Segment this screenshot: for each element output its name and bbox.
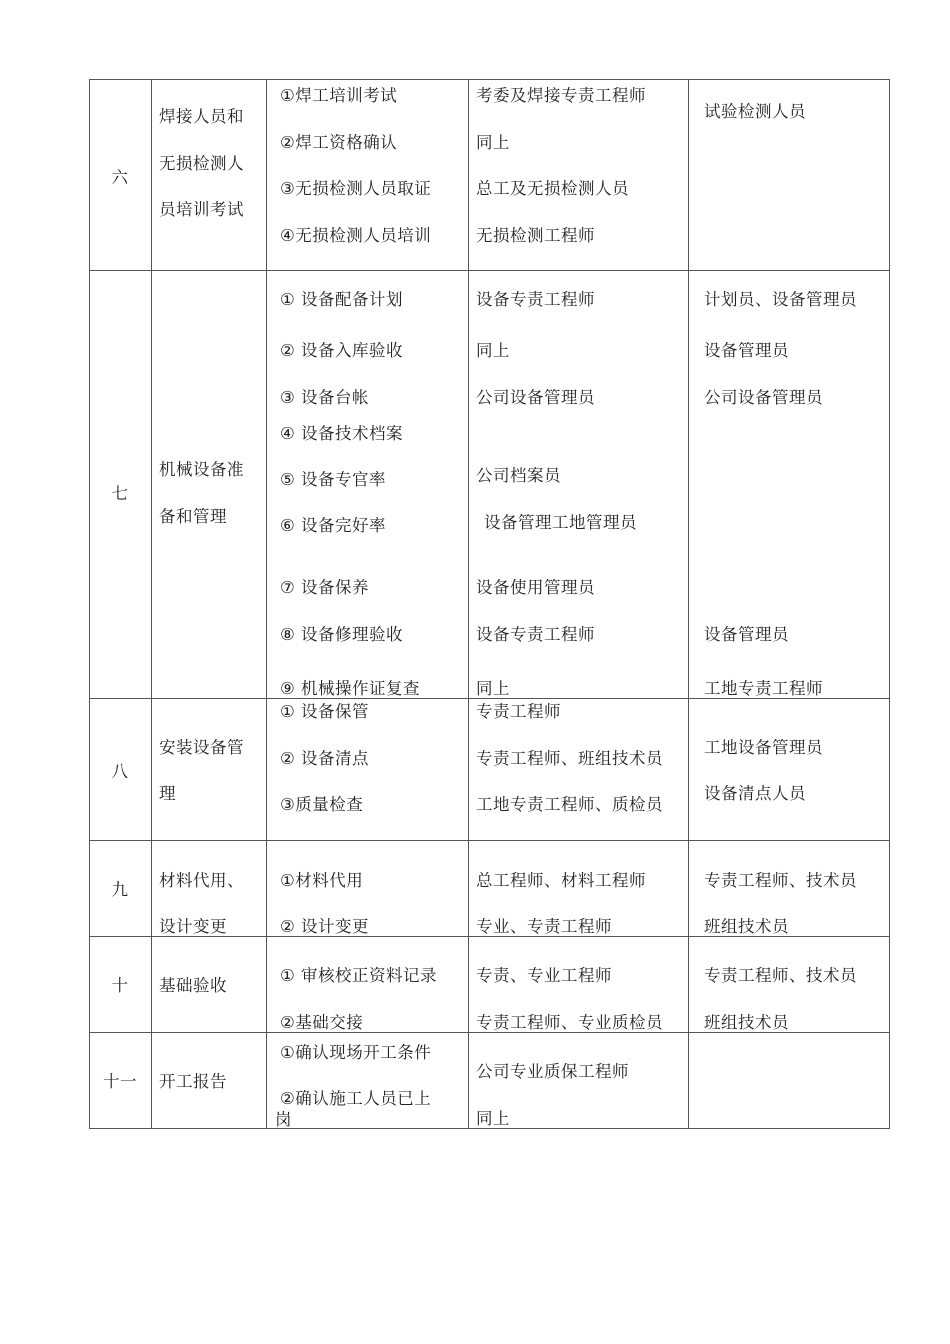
responsible-cell: 同上 xyxy=(476,1109,510,1128)
responsible-cell: 设备专责工程师 xyxy=(476,290,595,309)
responsible-cell: 考委及焊接专责工程师 xyxy=(476,86,646,105)
responsible-cell: 专责工程师、专业质检员 xyxy=(476,1013,663,1032)
row-title: 员培训考试 xyxy=(159,200,244,219)
responsible-cell: 总工程师、材料工程师 xyxy=(476,871,646,890)
row-number: 七 xyxy=(111,484,129,503)
row-number: 八 xyxy=(111,762,129,781)
responsible-cell: 总工及无损检测人员 xyxy=(476,179,629,198)
row-number: 十一 xyxy=(103,1072,137,1091)
row-title: 机械设备准 xyxy=(159,460,244,479)
participant-cell: 试验检测人员 xyxy=(704,102,806,121)
participant-cell: 设备管理员 xyxy=(704,341,789,360)
task-item: ② 设备清点 xyxy=(280,749,370,768)
participant-cell: 班组技术员 xyxy=(704,1013,789,1032)
task-item: ⑦ 设备保养 xyxy=(280,578,370,597)
row-divider xyxy=(89,840,890,841)
participant-cell: 计划员、设备管理员 xyxy=(704,290,857,309)
responsible-cell: 专责工程师 xyxy=(476,702,561,721)
participant-cell: 专责工程师、技术员 xyxy=(704,871,857,890)
responsible-cell: 公司档案员 xyxy=(476,466,561,485)
participant-cell: 设备管理员 xyxy=(704,625,789,644)
task-item: ⑤ 设备专官率 xyxy=(280,470,387,489)
task-item: ③ 设备台帐 xyxy=(280,388,370,407)
row-title: 焊接人员和 xyxy=(159,107,244,126)
responsible-cell: 同上 xyxy=(476,341,510,360)
responsible-cell: 专责、专业工程师 xyxy=(476,966,612,985)
participant-cell: 工地设备管理员 xyxy=(704,738,823,757)
row-number: 十 xyxy=(111,976,129,995)
responsible-cell: 设备管理工地管理员 xyxy=(484,513,637,532)
row-title: 开工报告 xyxy=(159,1072,227,1091)
responsible-cell: 同上 xyxy=(476,679,510,698)
column-divider xyxy=(468,79,469,1129)
task-item: ① 审核校正资料记录 xyxy=(280,966,438,985)
participant-cell: 设备清点人员 xyxy=(704,784,806,803)
task-item: ①焊工培训考试 xyxy=(280,86,398,105)
row-title: 理 xyxy=(159,784,176,803)
responsible-cell: 设备使用管理员 xyxy=(476,578,595,597)
task-item: ② 设计变更 xyxy=(280,917,370,936)
participant-cell: 公司设备管理员 xyxy=(704,388,823,407)
task-item: ① 设备配备计划 xyxy=(280,290,404,309)
row-title: 基础验收 xyxy=(159,976,227,995)
column-divider xyxy=(266,79,267,1129)
participant-cell: 工地专责工程师 xyxy=(704,679,823,698)
task-item: ④无损检测人员培训 xyxy=(280,226,432,245)
task-item: ③质量检查 xyxy=(280,795,364,814)
row-title: 备和管理 xyxy=(159,507,227,526)
task-item: ①材料代用 xyxy=(280,871,364,890)
task-item: ②焊工资格确认 xyxy=(280,133,398,152)
row-title: 材料代用、 xyxy=(159,871,244,890)
column-divider xyxy=(688,79,689,1129)
responsible-cell: 无损检测工程师 xyxy=(476,226,595,245)
row-number: 九 xyxy=(111,880,129,899)
responsible-cell: 公司专业质保工程师 xyxy=(476,1062,629,1081)
row-number: 六 xyxy=(111,168,129,187)
row-title: 设计变更 xyxy=(159,917,227,936)
column-divider xyxy=(889,79,890,1129)
responsible-cell: 专责工程师、班组技术员 xyxy=(476,749,663,768)
task-item: ② 设备入库验收 xyxy=(280,341,404,360)
task-item: ① 设备保管 xyxy=(280,702,370,721)
task-item: ①确认现场开工条件 xyxy=(280,1043,432,1062)
task-item: ⑨ 机械操作证复查 xyxy=(280,679,421,698)
row-title: 无损检测人 xyxy=(159,154,244,173)
column-divider xyxy=(151,79,152,1129)
responsible-cell: 同上 xyxy=(476,133,510,152)
participant-cell: 专责工程师、技术员 xyxy=(704,966,857,985)
task-item: ②基础交接 xyxy=(280,1013,364,1032)
participant-cell: 班组技术员 xyxy=(704,917,789,936)
task-item: ③无损检测人员取证 xyxy=(280,179,432,198)
task-item: ②确认施工人员已上 xyxy=(280,1089,432,1108)
responsible-cell: 工地专责工程师、质检员 xyxy=(476,795,663,814)
task-item: ⑥ 设备完好率 xyxy=(280,516,387,535)
responsible-cell: 专业、专责工程师 xyxy=(476,917,612,936)
task-item: ⑧ 设备修理验收 xyxy=(280,625,404,644)
responsible-cell: 设备专责工程师 xyxy=(476,625,595,644)
row-divider xyxy=(89,270,890,271)
responsible-cell: 公司设备管理员 xyxy=(476,388,595,407)
task-item: ④ 设备技术档案 xyxy=(280,424,404,443)
task-item: 岗 xyxy=(275,1110,292,1129)
row-title: 安装设备管 xyxy=(159,738,244,757)
